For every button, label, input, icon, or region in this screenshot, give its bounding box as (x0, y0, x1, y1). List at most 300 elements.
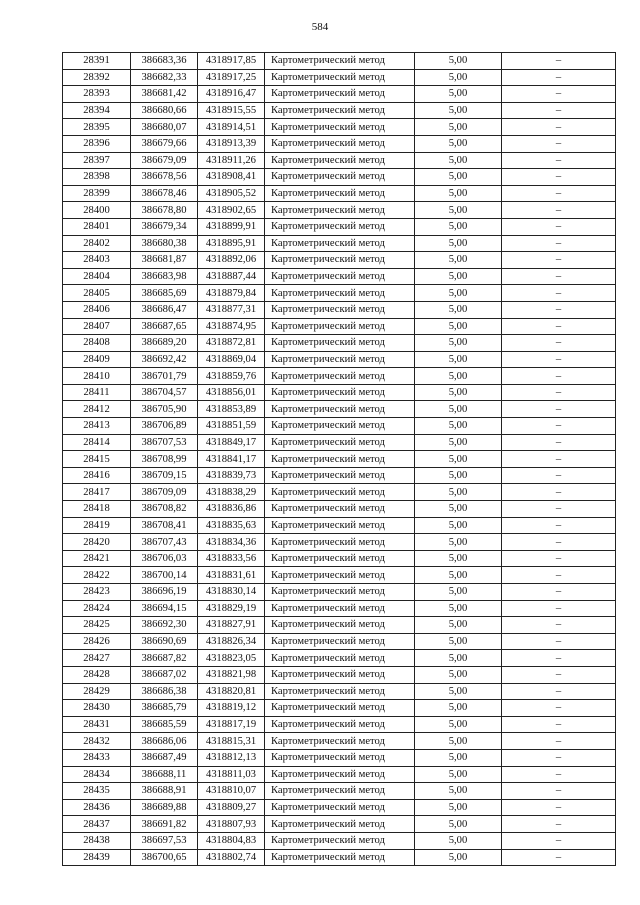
x-coordinate-cell: 386697,53 (131, 832, 198, 849)
x-coordinate-cell: 386694,15 (131, 600, 198, 617)
x-coordinate-cell: 386700,14 (131, 567, 198, 584)
description-cell: – (502, 567, 616, 584)
method-cell: Картометрический метод (265, 384, 415, 401)
accuracy-cell: 5,00 (415, 567, 502, 584)
table-row (63, 749, 616, 766)
method-cell: Картометрический метод (265, 202, 415, 219)
description-cell: – (502, 169, 616, 186)
y-coordinate-cell: 4318887,44 (198, 268, 265, 285)
method-cell: Картометрический метод (265, 783, 415, 800)
description-cell: – (502, 467, 616, 484)
table-row (63, 401, 616, 418)
description-cell: – (502, 816, 616, 833)
accuracy-cell: 5,00 (415, 301, 502, 318)
y-coordinate-cell: 4318899,91 (198, 218, 265, 235)
y-coordinate-cell: 4318826,34 (198, 633, 265, 650)
point-number-cell: 28405 (63, 285, 131, 302)
x-coordinate-cell: 386682,33 (131, 69, 198, 86)
description-cell: – (502, 119, 616, 136)
point-number-cell: 28393 (63, 86, 131, 103)
method-cell: Картометрический метод (265, 617, 415, 634)
point-number-cell: 28439 (63, 849, 131, 866)
accuracy-cell: 5,00 (415, 849, 502, 866)
accuracy-cell: 5,00 (415, 534, 502, 551)
table-row (63, 666, 616, 683)
description-cell: – (502, 102, 616, 119)
point-number-cell: 28421 (63, 550, 131, 567)
table-row (63, 451, 616, 468)
table-row (63, 683, 616, 700)
x-coordinate-cell: 386692,30 (131, 617, 198, 634)
description-cell: – (502, 401, 616, 418)
method-cell: Картометрический метод (265, 467, 415, 484)
method-cell: Картометрический метод (265, 368, 415, 385)
description-cell: – (502, 451, 616, 468)
accuracy-cell: 5,00 (415, 169, 502, 186)
x-coordinate-cell: 386685,79 (131, 700, 198, 717)
accuracy-cell: 5,00 (415, 384, 502, 401)
y-coordinate-cell: 4318841,17 (198, 451, 265, 468)
description-cell: – (502, 185, 616, 202)
point-number-cell: 28420 (63, 534, 131, 551)
table-row (63, 650, 616, 667)
table-row (63, 418, 616, 435)
point-number-cell: 28396 (63, 135, 131, 152)
accuracy-cell: 5,00 (415, 202, 502, 219)
table-row (63, 484, 616, 501)
table-row (63, 467, 616, 484)
point-number-cell: 28409 (63, 351, 131, 368)
accuracy-cell: 5,00 (415, 351, 502, 368)
method-cell: Картометрический метод (265, 418, 415, 435)
y-coordinate-cell: 4318856,01 (198, 384, 265, 401)
point-number-cell: 28404 (63, 268, 131, 285)
point-number-cell: 28408 (63, 335, 131, 352)
method-cell: Картометрический метод (265, 335, 415, 352)
method-cell: Картометрический метод (265, 832, 415, 849)
x-coordinate-cell: 386686,38 (131, 683, 198, 700)
table-row (63, 501, 616, 518)
table-row (63, 351, 616, 368)
y-coordinate-cell: 4318872,81 (198, 335, 265, 352)
x-coordinate-cell: 386679,34 (131, 218, 198, 235)
point-number-cell: 28422 (63, 567, 131, 584)
y-coordinate-cell: 4318827,91 (198, 617, 265, 634)
description-cell: – (502, 318, 616, 335)
x-coordinate-cell: 386687,02 (131, 666, 198, 683)
accuracy-cell: 5,00 (415, 799, 502, 816)
description-cell: – (502, 666, 616, 683)
method-cell: Картометрический метод (265, 633, 415, 650)
point-number-cell: 28436 (63, 799, 131, 816)
table-row (63, 335, 616, 352)
table-row (63, 783, 616, 800)
table-row (63, 268, 616, 285)
description-cell: – (502, 235, 616, 252)
y-coordinate-cell: 4318807,93 (198, 816, 265, 833)
y-coordinate-cell: 4318859,76 (198, 368, 265, 385)
x-coordinate-cell: 386704,57 (131, 384, 198, 401)
table-row (63, 799, 616, 816)
y-coordinate-cell: 4318815,31 (198, 733, 265, 750)
x-coordinate-cell: 386685,69 (131, 285, 198, 302)
point-number-cell: 28435 (63, 783, 131, 800)
point-number-cell: 28427 (63, 650, 131, 667)
method-cell: Картометрический метод (265, 584, 415, 601)
x-coordinate-cell: 386679,09 (131, 152, 198, 169)
description-cell: – (502, 584, 616, 601)
x-coordinate-cell: 386686,06 (131, 733, 198, 750)
y-coordinate-cell: 4318820,81 (198, 683, 265, 700)
table-row (63, 384, 616, 401)
x-coordinate-cell: 386681,42 (131, 86, 198, 103)
description-cell: – (502, 517, 616, 534)
method-cell: Картометрический метод (265, 119, 415, 136)
y-coordinate-cell: 4318877,31 (198, 301, 265, 318)
y-coordinate-cell: 4318869,04 (198, 351, 265, 368)
table-row (63, 252, 616, 269)
point-number-cell: 28431 (63, 716, 131, 733)
y-coordinate-cell: 4318874,95 (198, 318, 265, 335)
description-cell: – (502, 534, 616, 551)
accuracy-cell: 5,00 (415, 434, 502, 451)
accuracy-cell: 5,00 (415, 285, 502, 302)
description-cell: – (502, 600, 616, 617)
description-cell: – (502, 733, 616, 750)
point-number-cell: 28406 (63, 301, 131, 318)
point-number-cell: 28430 (63, 700, 131, 717)
x-coordinate-cell: 386701,79 (131, 368, 198, 385)
x-coordinate-cell: 386708,82 (131, 501, 198, 518)
x-coordinate-cell: 386678,80 (131, 202, 198, 219)
table-row (63, 69, 616, 86)
y-coordinate-cell: 4318839,73 (198, 467, 265, 484)
x-coordinate-cell: 386688,91 (131, 783, 198, 800)
y-coordinate-cell: 4318821,98 (198, 666, 265, 683)
x-coordinate-cell: 386707,53 (131, 434, 198, 451)
point-number-cell: 28423 (63, 584, 131, 601)
point-number-cell: 28426 (63, 633, 131, 650)
accuracy-cell: 5,00 (415, 102, 502, 119)
x-coordinate-cell: 386680,07 (131, 119, 198, 136)
accuracy-cell: 5,00 (415, 235, 502, 252)
point-number-cell: 28414 (63, 434, 131, 451)
description-cell: – (502, 69, 616, 86)
method-cell: Картометрический метод (265, 102, 415, 119)
accuracy-cell: 5,00 (415, 700, 502, 717)
page-number: 584 (311, 21, 329, 33)
description-cell: – (502, 86, 616, 103)
point-number-cell: 28437 (63, 816, 131, 833)
x-coordinate-cell: 386681,87 (131, 252, 198, 269)
point-number-cell: 28398 (63, 169, 131, 186)
y-coordinate-cell: 4318892,06 (198, 252, 265, 269)
table-row (63, 716, 616, 733)
method-cell: Картометрический метод (265, 766, 415, 783)
accuracy-cell: 5,00 (415, 666, 502, 683)
point-number-cell: 28402 (63, 235, 131, 252)
method-cell: Картометрический метод (265, 550, 415, 567)
accuracy-cell: 5,00 (415, 650, 502, 667)
y-coordinate-cell: 4318823,05 (198, 650, 265, 667)
y-coordinate-cell: 4318902,65 (198, 202, 265, 219)
y-coordinate-cell: 4318917,85 (198, 53, 265, 70)
accuracy-cell: 5,00 (415, 749, 502, 766)
accuracy-cell: 5,00 (415, 185, 502, 202)
accuracy-cell: 5,00 (415, 550, 502, 567)
table-row (63, 550, 616, 567)
accuracy-cell: 5,00 (415, 766, 502, 783)
table-row (63, 368, 616, 385)
y-coordinate-cell: 4318879,84 (198, 285, 265, 302)
description-cell: – (502, 53, 616, 70)
table-row (63, 700, 616, 717)
y-coordinate-cell: 4318836,86 (198, 501, 265, 518)
method-cell: Картометрический метод (265, 666, 415, 683)
table-row (63, 152, 616, 169)
point-number-cell: 28403 (63, 252, 131, 269)
method-cell: Картометрический метод (265, 268, 415, 285)
point-number-cell: 28433 (63, 749, 131, 766)
description-cell: – (502, 766, 616, 783)
y-coordinate-cell: 4318830,14 (198, 584, 265, 601)
method-cell: Картометрический метод (265, 235, 415, 252)
table-row (63, 53, 616, 70)
table-row (63, 185, 616, 202)
point-number-cell: 28438 (63, 832, 131, 849)
description-cell: – (502, 617, 616, 634)
x-coordinate-cell: 386687,49 (131, 749, 198, 766)
point-number-cell: 28395 (63, 119, 131, 136)
point-number-cell: 28413 (63, 418, 131, 435)
y-coordinate-cell: 4318833,56 (198, 550, 265, 567)
accuracy-cell: 5,00 (415, 816, 502, 833)
y-coordinate-cell: 4318916,47 (198, 86, 265, 103)
point-number-cell: 28415 (63, 451, 131, 468)
accuracy-cell: 5,00 (415, 335, 502, 352)
method-cell: Картометрический метод (265, 849, 415, 866)
table-row (63, 584, 616, 601)
accuracy-cell: 5,00 (415, 832, 502, 849)
method-cell: Картометрический метод (265, 218, 415, 235)
accuracy-cell: 5,00 (415, 152, 502, 169)
method-cell: Картометрический метод (265, 799, 415, 816)
x-coordinate-cell: 386696,19 (131, 584, 198, 601)
accuracy-cell: 5,00 (415, 53, 502, 70)
method-cell: Картометрический метод (265, 152, 415, 169)
y-coordinate-cell: 4318804,83 (198, 832, 265, 849)
accuracy-cell: 5,00 (415, 119, 502, 136)
y-coordinate-cell: 4318905,52 (198, 185, 265, 202)
table-row (63, 534, 616, 551)
description-cell: – (502, 832, 616, 849)
method-cell: Картометрический метод (265, 451, 415, 468)
accuracy-cell: 5,00 (415, 467, 502, 484)
point-number-cell: 28417 (63, 484, 131, 501)
point-number-cell: 28399 (63, 185, 131, 202)
description-cell: – (502, 285, 616, 302)
method-cell: Картометрический метод (265, 816, 415, 833)
table-row (63, 102, 616, 119)
table-row (63, 617, 616, 634)
x-coordinate-cell: 386689,88 (131, 799, 198, 816)
method-cell: Картометрический метод (265, 683, 415, 700)
table-row (63, 285, 616, 302)
method-cell: Картометрический метод (265, 700, 415, 717)
y-coordinate-cell: 4318802,74 (198, 849, 265, 866)
y-coordinate-cell: 4318917,25 (198, 69, 265, 86)
x-coordinate-cell: 386687,82 (131, 650, 198, 667)
method-cell: Картометрический метод (265, 301, 415, 318)
x-coordinate-cell: 386709,15 (131, 467, 198, 484)
method-cell: Картометрический метод (265, 733, 415, 750)
method-cell: Картометрический метод (265, 351, 415, 368)
accuracy-cell: 5,00 (415, 733, 502, 750)
table-row (63, 849, 616, 866)
point-number-cell: 28394 (63, 102, 131, 119)
point-number-cell: 28400 (63, 202, 131, 219)
method-cell: Картометрический метод (265, 600, 415, 617)
table-row (63, 517, 616, 534)
point-number-cell: 28424 (63, 600, 131, 617)
x-coordinate-cell: 386691,82 (131, 816, 198, 833)
description-cell: – (502, 418, 616, 435)
y-coordinate-cell: 4318817,19 (198, 716, 265, 733)
y-coordinate-cell: 4318834,36 (198, 534, 265, 551)
y-coordinate-cell: 4318895,91 (198, 235, 265, 252)
x-coordinate-cell: 386700,65 (131, 849, 198, 866)
method-cell: Картометрический метод (265, 650, 415, 667)
table-row (63, 235, 616, 252)
y-coordinate-cell: 4318811,03 (198, 766, 265, 783)
point-number-cell: 28416 (63, 467, 131, 484)
accuracy-cell: 5,00 (415, 783, 502, 800)
point-number-cell: 28391 (63, 53, 131, 70)
y-coordinate-cell: 4318835,63 (198, 517, 265, 534)
x-coordinate-cell: 386707,43 (131, 534, 198, 551)
y-coordinate-cell: 4318915,55 (198, 102, 265, 119)
description-cell: – (502, 202, 616, 219)
x-coordinate-cell: 386689,20 (131, 335, 198, 352)
description-cell: – (502, 301, 616, 318)
accuracy-cell: 5,00 (415, 716, 502, 733)
description-cell: – (502, 749, 616, 766)
description-cell: – (502, 633, 616, 650)
point-number-cell: 28392 (63, 69, 131, 86)
y-coordinate-cell: 4318849,17 (198, 434, 265, 451)
accuracy-cell: 5,00 (415, 318, 502, 335)
table-row (63, 633, 616, 650)
table-row (63, 86, 616, 103)
coordinates-table-body (63, 53, 616, 866)
table-row (63, 202, 616, 219)
description-cell: – (502, 351, 616, 368)
accuracy-cell: 5,00 (415, 484, 502, 501)
table-row (63, 218, 616, 235)
point-number-cell: 28419 (63, 517, 131, 534)
method-cell: Картометрический метод (265, 285, 415, 302)
table-row (63, 600, 616, 617)
table-row (63, 567, 616, 584)
point-number-cell: 28412 (63, 401, 131, 418)
x-coordinate-cell: 386683,98 (131, 268, 198, 285)
accuracy-cell: 5,00 (415, 633, 502, 650)
point-number-cell: 28401 (63, 218, 131, 235)
x-coordinate-cell: 386706,03 (131, 550, 198, 567)
y-coordinate-cell: 4318838,29 (198, 484, 265, 501)
method-cell: Картометрический метод (265, 169, 415, 186)
accuracy-cell: 5,00 (415, 600, 502, 617)
x-coordinate-cell: 386683,36 (131, 53, 198, 70)
point-number-cell: 28418 (63, 501, 131, 518)
method-cell: Картометрический метод (265, 53, 415, 70)
accuracy-cell: 5,00 (415, 368, 502, 385)
x-coordinate-cell: 386705,90 (131, 401, 198, 418)
point-number-cell: 28428 (63, 666, 131, 683)
description-cell: – (502, 849, 616, 866)
table-row (63, 318, 616, 335)
method-cell: Картометрический метод (265, 318, 415, 335)
table-row (63, 832, 616, 849)
accuracy-cell: 5,00 (415, 683, 502, 700)
description-cell: – (502, 335, 616, 352)
accuracy-cell: 5,00 (415, 418, 502, 435)
table-row (63, 766, 616, 783)
accuracy-cell: 5,00 (415, 584, 502, 601)
description-cell: – (502, 484, 616, 501)
point-number-cell: 28432 (63, 733, 131, 750)
x-coordinate-cell: 386709,09 (131, 484, 198, 501)
method-cell: Картометрический метод (265, 401, 415, 418)
accuracy-cell: 5,00 (415, 252, 502, 269)
description-cell: – (502, 268, 616, 285)
x-coordinate-cell: 386687,65 (131, 318, 198, 335)
table-row (63, 301, 616, 318)
description-cell: – (502, 384, 616, 401)
table-row (63, 169, 616, 186)
method-cell: Картометрический метод (265, 69, 415, 86)
x-coordinate-cell: 386685,59 (131, 716, 198, 733)
x-coordinate-cell: 386679,66 (131, 135, 198, 152)
point-number-cell: 28429 (63, 683, 131, 700)
y-coordinate-cell: 4318819,12 (198, 700, 265, 717)
accuracy-cell: 5,00 (415, 86, 502, 103)
method-cell: Картометрический метод (265, 501, 415, 518)
y-coordinate-cell: 4318829,19 (198, 600, 265, 617)
description-cell: – (502, 550, 616, 567)
accuracy-cell: 5,00 (415, 218, 502, 235)
description-cell: – (502, 368, 616, 385)
y-coordinate-cell: 4318851,59 (198, 418, 265, 435)
method-cell: Картометрический метод (265, 749, 415, 766)
y-coordinate-cell: 4318831,61 (198, 567, 265, 584)
method-cell: Картометрический метод (265, 716, 415, 733)
point-number-cell: 28434 (63, 766, 131, 783)
point-number-cell: 28411 (63, 384, 131, 401)
description-cell: – (502, 716, 616, 733)
accuracy-cell: 5,00 (415, 401, 502, 418)
description-cell: – (502, 799, 616, 816)
x-coordinate-cell: 386708,99 (131, 451, 198, 468)
y-coordinate-cell: 4318911,26 (198, 152, 265, 169)
x-coordinate-cell: 386688,11 (131, 766, 198, 783)
y-coordinate-cell: 4318914,51 (198, 119, 265, 136)
accuracy-cell: 5,00 (415, 69, 502, 86)
x-coordinate-cell: 386686,47 (131, 301, 198, 318)
x-coordinate-cell: 386692,42 (131, 351, 198, 368)
description-cell: – (502, 683, 616, 700)
x-coordinate-cell: 386680,38 (131, 235, 198, 252)
